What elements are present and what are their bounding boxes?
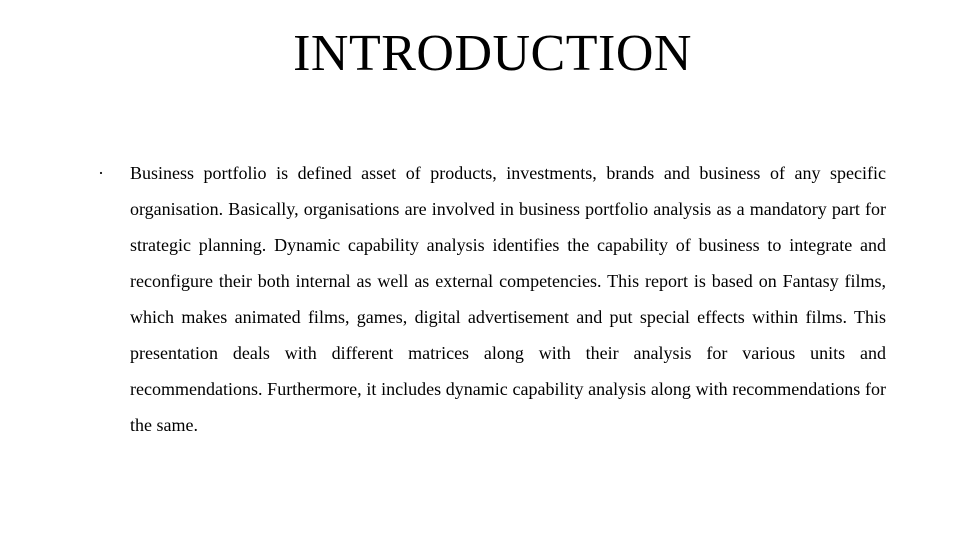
slide-title: INTRODUCTION: [293, 25, 692, 82]
bullet-marker: ·: [98, 163, 104, 183]
bullet-paragraph: Business portfolio is defined asset of products, investments, brands and business of any specific organisation. Basically, organisations are involved in business portfolio analysis as a mandatory part for strategic planning. Dynamic capability analysis identifies the capability of business to integrate and reconfigure their both internal as well as external competencies. This report is based on Fantasy films, which makes animated films, games, digital advertisement and put special effects within films. This presentation deals with different matrices along with their analysis for various units and recommendations. Furthermore, it includes dynamic capability analysis along with recommendations for the same.: [130, 163, 886, 435]
